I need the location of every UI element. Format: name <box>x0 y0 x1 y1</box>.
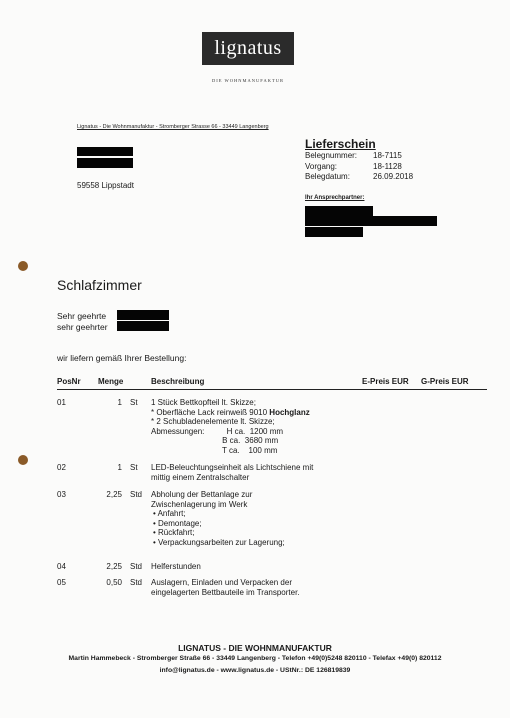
row-posnr: 02 <box>57 463 66 472</box>
description-bullet: • Anfahrt; <box>153 509 186 518</box>
description-line: T ca. 100 mm <box>151 445 278 455</box>
header-e-preis: E-Preis EUR <box>362 377 409 386</box>
row-posnr: 01 <box>57 398 66 407</box>
subject: Schlafzimmer <box>57 277 142 293</box>
description-line: * 2 Schubladenelemente lt. Skizze; <box>151 417 275 426</box>
row-posnr: 03 <box>57 490 66 499</box>
description-line: Abmessungen: H ca. 1200 mm <box>151 426 284 436</box>
description-line: mittig einem Zentralschalter <box>151 472 250 482</box>
description-line: Abholung der Bettanlage zur <box>151 490 253 499</box>
row-qty: 1 <box>117 398 122 407</box>
punch-hole-top <box>18 261 28 271</box>
redacted-recipient-street <box>77 158 133 168</box>
row-description <box>151 398 310 455</box>
vorgang-label: Vorgang: <box>305 161 338 171</box>
row-description <box>151 490 285 547</box>
belegdatum-label: Belegdatum: <box>305 172 350 181</box>
redacted-name-1 <box>117 310 169 320</box>
footer-company: LIGNATUS - DIE WOHNMANUFAKTUR <box>178 643 332 653</box>
logo-text: lignatus <box>214 37 282 59</box>
description-emphasis: Hochglanz <box>269 407 310 417</box>
row-unit: Std <box>130 578 143 587</box>
row-description <box>151 578 300 597</box>
redacted-recipient-name <box>77 147 133 156</box>
greeting-1: Sehr geehrte <box>57 311 107 321</box>
contact-label: Ihr Ansprechpartner: <box>305 195 365 201</box>
row-unit: Std <box>130 490 143 499</box>
description-line: LED-Beleuchtungseinheit als Lichtschiene mit <box>151 463 314 472</box>
header-beschreibung: Beschreibung <box>151 377 205 386</box>
description-line: eingelagerten Bettbauteile im Transporter. <box>151 587 300 597</box>
description-line: * Oberfläche Lack reinweiß 9010 Hochglanz <box>151 407 310 417</box>
redacted-contact-1 <box>305 206 373 216</box>
row-posnr: 05 <box>57 578 66 587</box>
row-description <box>151 562 201 572</box>
redacted-contact-3 <box>305 227 363 237</box>
description-bullet: • Rückfahrt; <box>153 528 195 537</box>
belegnummer-value: 18-7115 <box>373 151 402 160</box>
sender-line: Lignatus - Die Wohnmanufaktur - Stromberger Strasse 66 - 33449 Langenberg <box>77 124 269 130</box>
row-unit: St <box>130 398 138 407</box>
row-posnr: 04 <box>57 562 66 571</box>
vorgang-value: 18-1128 <box>373 161 402 171</box>
description-bullet: • Verpackungsarbeiten zur Lagerung; <box>153 537 285 547</box>
footer-contact: info@lignatus.de - www.lignatus.de - UStNr.: DE 126819839 <box>159 667 351 674</box>
row-description <box>151 463 313 482</box>
row-qty: 2,25 <box>106 490 122 499</box>
header-posnr: PosNr <box>57 377 81 386</box>
recipient-city: 59558 Lippstadt <box>77 181 134 190</box>
description-line: Auslagern, Einladen und Verpacken der <box>151 578 292 587</box>
document-meta <box>305 151 413 183</box>
description-line: Zwischenlagerung im Werk <box>151 499 248 509</box>
row-qty: 1 <box>117 463 122 472</box>
description-line: 1 Stück Bettkopfteil lt. Skizze; <box>151 398 256 407</box>
description-line: B ca. 3680 mm <box>151 436 279 445</box>
redacted-name-2 <box>117 321 169 331</box>
belegdatum-value: 26.09.2018 <box>373 172 414 181</box>
greeting-2: sehr geehrter <box>57 322 108 332</box>
redacted-contact-2 <box>305 216 437 226</box>
description-bullet: • Demontage; <box>153 518 202 528</box>
table-header-rule <box>57 389 487 390</box>
footer-address: Martin Hammebeck - Stromberger Straße 66 - 33449 Langenberg - Telefon +49(0)5248 820110 - Telefax +49(0) 820112 <box>68 655 442 662</box>
punch-hole-bottom <box>18 455 28 465</box>
row-unit: St <box>130 463 138 472</box>
header-menge: Menge <box>98 377 124 386</box>
row-qty: 0,50 <box>106 578 122 587</box>
logo-tagline: DIE WOHNMANUFAKTUR <box>212 78 284 83</box>
intro-text: wir liefern gemäß Ihrer Bestellung: <box>57 353 187 363</box>
header-g-preis: G-Preis EUR <box>421 377 469 386</box>
document-title: Lieferschein <box>305 137 376 151</box>
company-logo <box>202 32 294 65</box>
belegnummer-label: Belegnummer: <box>305 151 358 160</box>
row-qty: 2,25 <box>106 562 122 571</box>
description-line: Helferstunden <box>151 562 201 571</box>
row-unit: Std <box>130 562 143 571</box>
